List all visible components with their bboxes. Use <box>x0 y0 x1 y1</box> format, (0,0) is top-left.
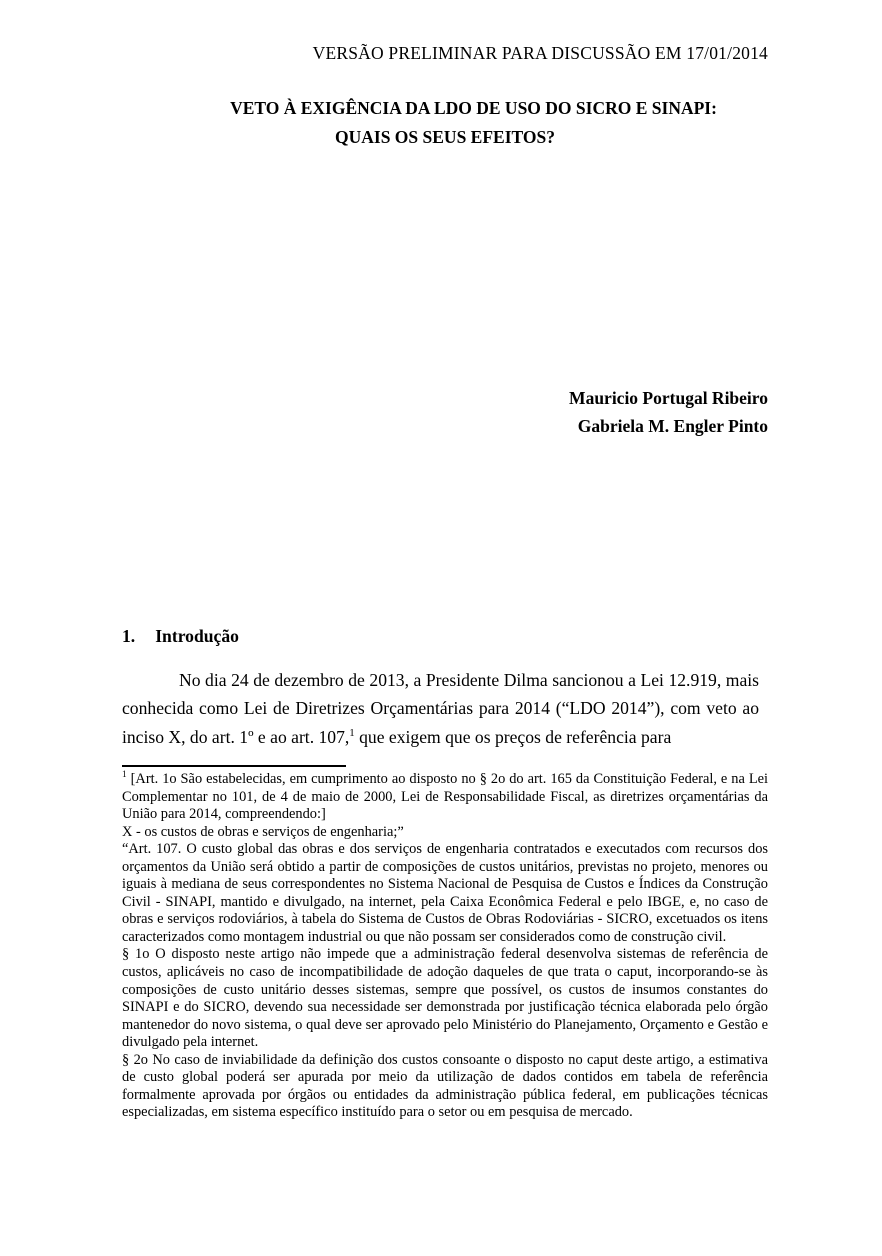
footnote-paragraph-2: X - os custos de obras e serviços de engenharia;” <box>122 823 404 840</box>
footnote-paragraph-5: § 2o No caso de inviabilidade da definição dos custos consoante o disposto no caput deste artigo, a estimativa de custo global poderá ser apurada por meio da utilização de dados contidos em tabela de referência formalmente aprovada por órgãos ou entidades da administração pública federal, em publicações técnicas especializadas, em sistema específico instituído para o setor ou em pesquisa de mercado. <box>122 1051 768 1121</box>
footnote-text-1: [Art. 1o São estabelecidas, em cumprimento ao disposto no § 2o do art. 165 da Constituição Federal, e na Lei Complementar no 101, de 4 de maio de 2000, Lei de Responsabilidade Fiscal, as diretrizes orçamentárias da União para 2014, compreendendo:] <box>122 771 768 823</box>
footnote-paragraph-1 <box>122 771 768 824</box>
intro-paragraph-text-continued: que exigem que os preços de referência para <box>354 726 672 747</box>
footnote-paragraph-3: “Art. 107. O custo global das obras e dos serviços de engenharia contratados e executados com recursos dos orçamentos da União será obtido a partir de composições de custos unitários, previstas no projeto, menores ou iguais à mediana de seus correspondentes no Sistema Nacional de Pesquisa de Custos e Índices da Construção Civil - SINAPI, mantido e divulgado, na internet, pela Caixa Econômica Federal e pelo IBGE, e, no caso de obras e serviços rodoviários, à tabela do Sistema de Custos de Obras Rodoviárias - SICRO, excetuados os itens caracterizados como montagem industrial ou que não possam ser considerados como de construção civil. <box>122 841 768 945</box>
section-heading-introduction <box>122 622 768 650</box>
intro-paragraph <box>122 652 759 751</box>
author-block <box>122 384 768 440</box>
draft-version-notice: VERSÃO PRELIMINAR PARA DISCUSSÃO EM 17/01/2014 <box>312 43 768 63</box>
document-title <box>122 94 768 151</box>
footnote-separator <box>122 765 346 767</box>
author-name-1: Mauricio Portugal Ribeiro <box>569 388 768 408</box>
footnote-marker-1: 1 <box>122 770 127 781</box>
section-title: Introdução <box>155 626 239 646</box>
footnote-reference-1: 1 <box>349 726 355 739</box>
document-title-line-1: VETO À EXIGÊNCIA DA LDO DE USO DO SICRO E SINAPI: <box>230 98 717 118</box>
section-number: 1. <box>122 626 136 646</box>
author-name-2: Gabriela M. Engler Pinto <box>577 416 768 437</box>
document-title-line-2: QUAIS OS SEUS EFEITOS? <box>335 126 555 147</box>
footnote-1 <box>122 771 768 1122</box>
footnote-paragraph-4: § 1o O disposto neste artigo não impede que a administração federal desenvolva sistemas de referência de custos, aplicáveis no caso de incompatibilidade de adoção daqueles de que trata o caput, incorporando-se às composições de custo unitário desses sistemas, sempre que possível, os custos de insumos constantes do SINAPI e do SICRO, devendo sua necessidade ser demonstrada por justificação técnica elaborada pelo órgão mantenedor do novo sistema, o qual deve ser aprovado pelo Ministério do Planejamento, Orçamento e Gestão e divulgado pela internet. <box>122 946 768 1051</box>
intro-paragraph-text: No dia 24 de dezembro de 2013, a Presidente Dilma sancionou a Lei 12.919, mais conhecida como Lei de Diretrizes Orçamentárias para 2014 (“LDO 2014”), com veto ao inciso X, do art. 1º e ao art. 107, <box>122 670 759 747</box>
